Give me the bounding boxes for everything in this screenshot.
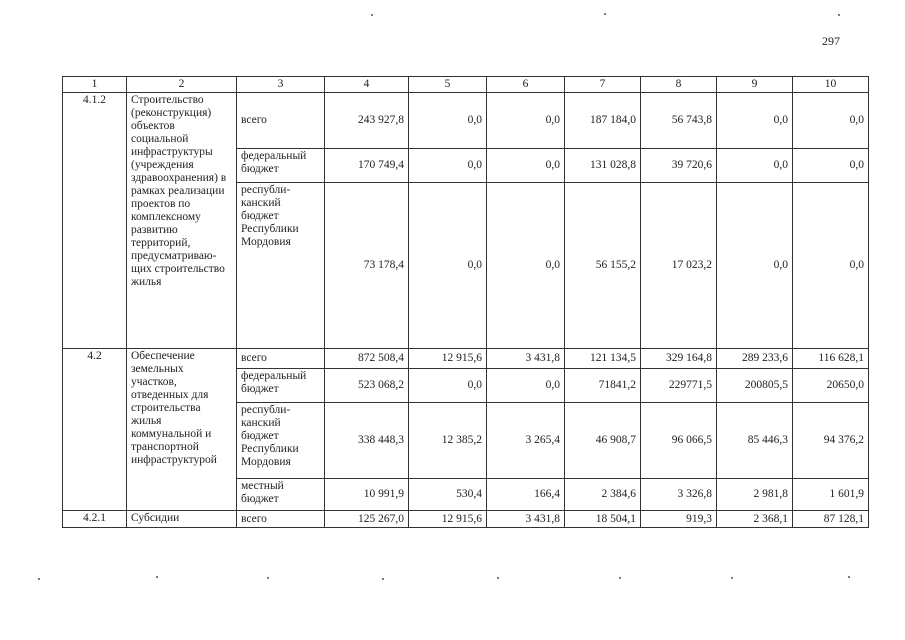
table-cell: 12 915,6 [409,511,487,528]
table-row [63,511,869,528]
row-code: 4.2 [63,349,127,511]
row-code: 4.1.2 [63,93,127,349]
table-cell: 96 066,5 [641,403,717,479]
table-cell: 187 184,0 [565,93,641,149]
column-header: 10 [793,77,869,93]
table-cell: 329 164,8 [641,349,717,369]
table-cell: 872 508,4 [325,349,409,369]
table-cell: 18 504,1 [565,511,641,528]
table-cell: 2 368,1 [717,511,793,528]
column-header: 5 [409,77,487,93]
table-cell: 73 178,4 [325,183,409,349]
table-cell: 1 601,9 [793,479,869,511]
table-cell: 243 927,8 [325,93,409,149]
row-name: Обеспечение земельных участков, отведенных для строительства жилья коммунальной и транспортной инфраструктурой [127,349,237,511]
table-cell: 94 376,2 [793,403,869,479]
table-cell: 170 749,4 [325,149,409,183]
table-cell: 523 068,2 [325,369,409,403]
row-kind: республи-канский бюджет Республики Мордовия [237,403,325,479]
column-header: 8 [641,77,717,93]
table-cell: 289 233,6 [717,349,793,369]
scan-speck [838,14,840,16]
table-cell: 85 446,3 [717,403,793,479]
table-cell: 0,0 [409,149,487,183]
table-cell: 131 028,8 [565,149,641,183]
table-cell: 0,0 [793,93,869,149]
table-cell: 3 265,4 [487,403,565,479]
table-cell: 338 448,3 [325,403,409,479]
table-cell: 12 915,6 [409,349,487,369]
table-cell: 2 981,8 [717,479,793,511]
table-cell: 0,0 [409,183,487,349]
scan-speck [731,577,733,579]
column-header: 3 [237,77,325,93]
row-code: 4.2.1 [63,511,127,528]
table-cell: 39 720,6 [641,149,717,183]
table-cell: 0,0 [793,183,869,349]
scan-speck [156,576,158,578]
table-cell: 71841,2 [565,369,641,403]
row-kind: федеральный бюджет [237,369,325,403]
table-row [63,93,869,149]
table-cell: 10 991,9 [325,479,409,511]
scan-speck [619,577,621,579]
column-header: 7 [565,77,641,93]
column-header: 4 [325,77,409,93]
scan-speck [38,578,40,580]
table-cell: 0,0 [487,149,565,183]
table-cell: 0,0 [409,93,487,149]
table-cell: 87 128,1 [793,511,869,528]
column-header: 9 [717,77,793,93]
table-cell: 0,0 [717,93,793,149]
table-cell: 0,0 [717,149,793,183]
scan-speck [267,577,269,579]
row-name: Субсидии [127,511,237,528]
table-cell: 919,3 [641,511,717,528]
table-cell: 125 267,0 [325,511,409,528]
row-kind: всего [237,511,325,528]
table-cell: 200805,5 [717,369,793,403]
scan-speck [604,13,606,15]
table-cell: 20650,0 [793,369,869,403]
table-cell: 0,0 [717,183,793,349]
table-cell: 3 326,8 [641,479,717,511]
row-kind: федеральный бюджет [237,149,325,183]
table-cell: 229771,5 [641,369,717,403]
table-cell: 2 384,6 [565,479,641,511]
budget-table [62,76,869,528]
table-cell: 121 134,5 [565,349,641,369]
scan-speck [497,577,499,579]
table-cell: 0,0 [793,149,869,183]
table-cell: 17 023,2 [641,183,717,349]
scan-speck [382,578,384,580]
table-cell: 0,0 [409,369,487,403]
table-cell: 0,0 [487,369,565,403]
column-header: 2 [127,77,237,93]
table-cell: 56 155,2 [565,183,641,349]
table-cell: 12 385,2 [409,403,487,479]
row-name: Строительство (реконструкция) объектов социальной инфраструктуры (учреждения здравоохранения) в рамках реализации проектов по комплексному развитию территорий, предусматриваю-щих строительство жилья [127,93,237,349]
column-header: 1 [63,77,127,93]
scan-speck [371,14,373,16]
table-cell: 0,0 [487,183,565,349]
table-cell: 3 431,8 [487,349,565,369]
table-cell: 0,0 [487,93,565,149]
table-cell: 46 908,7 [565,403,641,479]
table-cell: 56 743,8 [641,93,717,149]
table-cell: 530,4 [409,479,487,511]
page-number: 297 [822,34,840,48]
table-row [63,349,869,369]
row-kind: местный бюджет [237,479,325,511]
table-cell: 166,4 [487,479,565,511]
table-cell: 116 628,1 [793,349,869,369]
row-kind: всего [237,349,325,369]
scan-speck [848,576,850,578]
row-kind: всего [237,93,325,149]
column-header: 6 [487,77,565,93]
table-header-row [63,77,869,93]
row-kind: республи-канский бюджет Республики Мордовия [237,183,325,349]
table-cell: 3 431,8 [487,511,565,528]
